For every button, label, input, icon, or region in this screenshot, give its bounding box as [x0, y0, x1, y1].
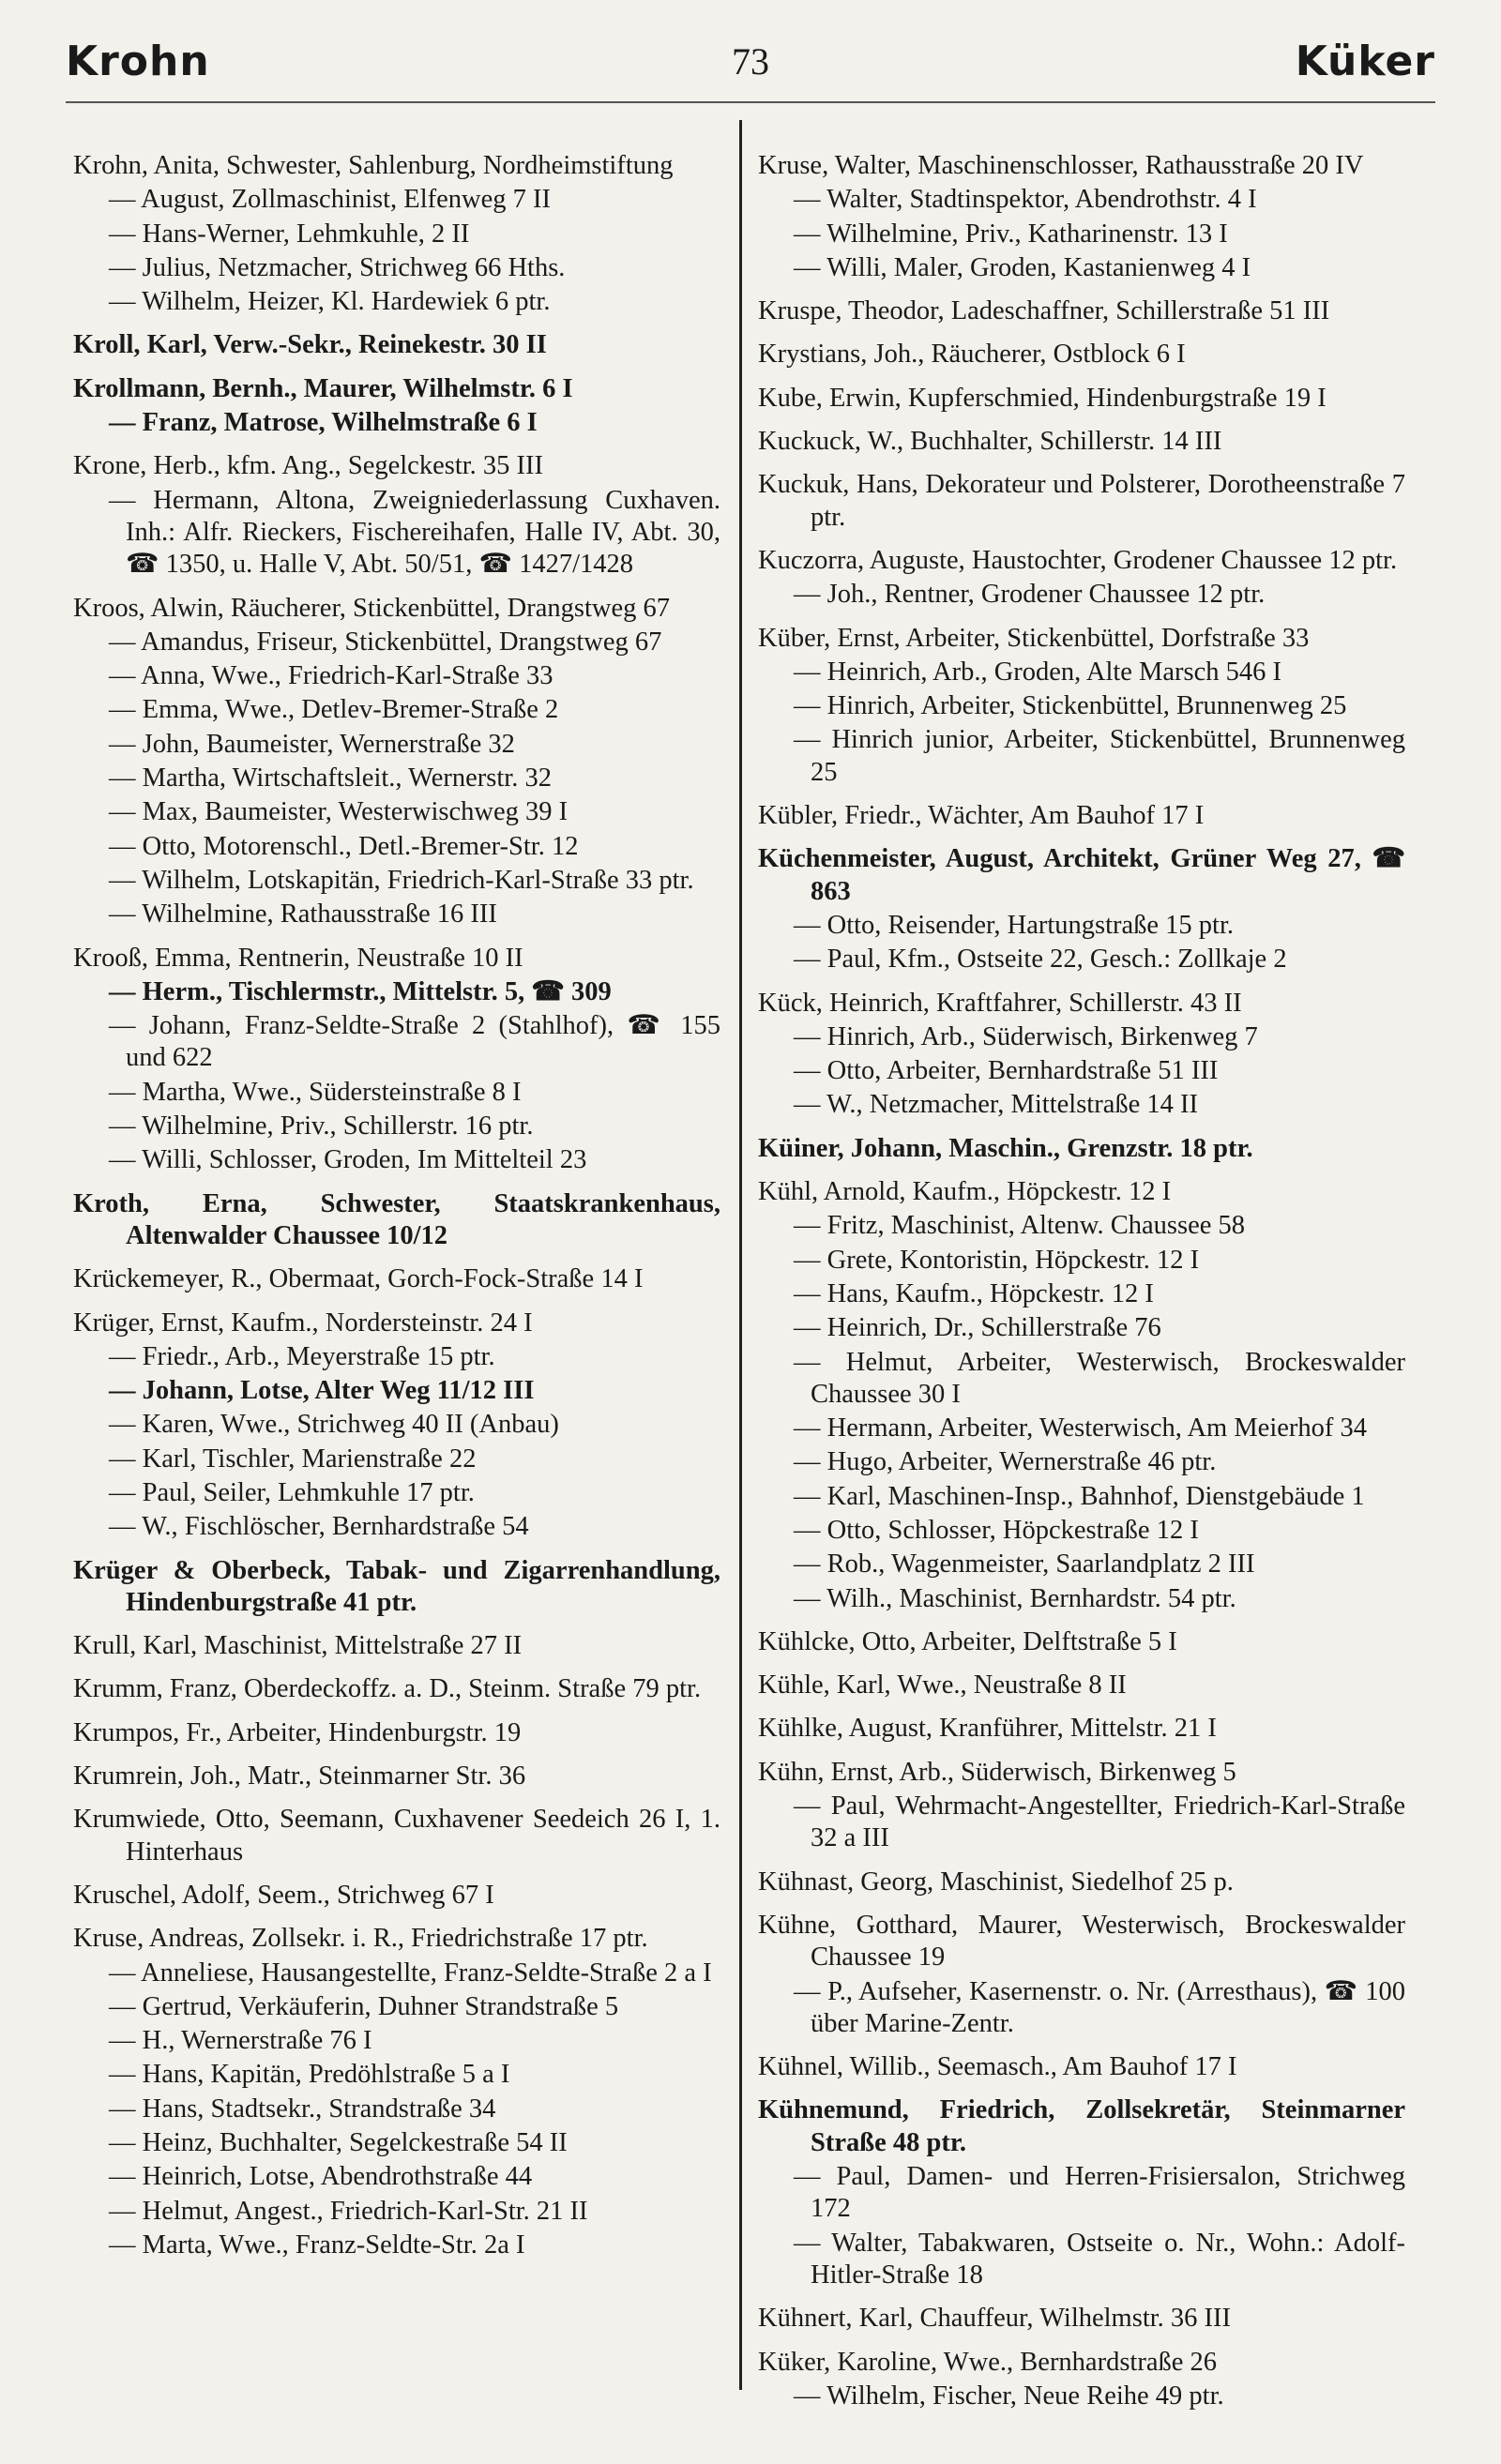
directory-entry: Krumpos, Fr., Arbeiter, Hindenburgstr. 19	[73, 1717, 522, 1747]
directory-entry: — Wilh., Maschinist, Bernhardstr. 54 ptr.	[794, 1583, 1236, 1613]
directory-entry: — Wilhelmine, Priv., Katharinenstr. 13 I	[794, 219, 1228, 249]
directory-entry: — Julius, Netzmacher, Strichweg 66 Hths.	[109, 252, 566, 282]
directory-entry: — Anneliese, Hausangestellte, Franz-Seldte-Straße 2 a I	[109, 1958, 712, 1988]
directory-entry: Kück, Heinrich, Kraftfahrer, Schillerstr. 43 II	[758, 988, 1242, 1018]
directory-entry: — Friedr., Arb., Meyerstraße 15 ptr.	[109, 1341, 495, 1371]
directory-entry: — Hans-Werner, Lehmkuhle, 2 II	[109, 219, 470, 249]
directory-entry: — Herm., Tischlermstr., Mittelstr. 5, ☎ 309	[109, 976, 612, 1006]
directory-entry: Krone, Herb., kfm. Ang., Segelckestr. 35 III	[73, 451, 544, 481]
directory-entry: Kube, Erwin, Kupferschmied, Hindenburgstraße 19 I	[758, 383, 1327, 413]
directory-entry: Kühn, Ernst, Arb., Süderwisch, Birkenweg 5	[758, 1757, 1236, 1787]
directory-entry: Kruse, Walter, Maschinenschlosser, Rathausstraße 20 IV	[758, 151, 1364, 180]
directory-entry: Krüger & Oberbeck, Tabak- und Zigarrenhandlung, Hindenburgstraße 41 ptr.	[73, 1555, 720, 1617]
directory-entry: Kühl, Arnold, Kaufm., Höpckestr. 12 I	[758, 1177, 1172, 1207]
directory-entry: — Heinrich, Arb., Groden, Alte Marsch 546 I	[794, 657, 1282, 687]
directory-entry: Kroth, Erna, Schwester, Staatskrankenhaus, Altenwalder Chaussee 10/12	[73, 1188, 720, 1250]
directory-entry: — Hermann, Altona, Zweigniederlassung Cuxhaven. Inh.: Alfr. Rieckers, Fischereihafen, Halle IV, Abt. 30, ☎ 1350, u. Halle V, Abt. 50/51, ☎ 1427/1428	[109, 485, 720, 580]
directory-entry: — Franz, Matrose, Wilhelmstraße 6 I	[109, 408, 538, 438]
directory-entry: Kroll, Karl, Verw.-Sekr., Reinekestr. 30 II	[73, 330, 547, 360]
directory-entry: Kuckuk, Hans, Dekorateur und Polsterer, Dorotheenstraße 7 ptr.	[758, 470, 1405, 532]
directory-entry: Krystians, Joh., Räucherer, Ostblock 6 I	[758, 340, 1186, 370]
directory-entry: Kühlke, August, Kranführer, Mittelstr. 21 I	[758, 1714, 1217, 1744]
directory-entry: — Hermann, Arbeiter, Westerwisch, Am Meierhof 34	[794, 1413, 1368, 1444]
directory-entry: — Karen, Wwe., Strichweg 40 II (Anbau)	[109, 1410, 559, 1440]
directory-entry: — August, Zollmaschinist, Elfenweg 7 II	[109, 185, 551, 215]
directory-entry: — Johann, Lotse, Alter Weg 11/12 III	[109, 1376, 535, 1406]
directory-entry: Kuckuck, W., Buchhalter, Schillerstr. 14 III	[758, 427, 1222, 457]
directory-entry: Krohn, Anita, Schwester, Sahlenburg, Nordheimstiftung	[73, 151, 674, 180]
directory-entry: — Wilhelmine, Priv., Schillerstr. 16 ptr.	[109, 1111, 534, 1141]
directory-entry: — Fritz, Maschinist, Altenw. Chaussee 58	[794, 1211, 1246, 1241]
directory-entry: Küchenmeister, August, Architekt, Grüner Weg 27, ☎ 863	[758, 844, 1405, 906]
directory-entry: — Otto, Motorenschl., Detl.-Bremer-Str. 12	[109, 831, 579, 861]
directory-entry: Krumm, Franz, Oberdeckoffz. a. D., Steinm. Straße 79 ptr.	[73, 1674, 702, 1704]
directory-entry: — Paul, Seiler, Lehmkuhle 17 ptr.	[109, 1477, 475, 1507]
directory-entry: — Johann, Franz-Seldte-Straße 2 (Stahlhof), ☎ 155 und 622	[109, 1011, 720, 1073]
directory-entry: — Wilhelm, Lotskapitän, Friedrich-Karl-Straße 33 ptr.	[109, 865, 694, 895]
directory-entry: — Heinrich, Dr., Schillerstraße 76	[794, 1313, 1161, 1343]
directory-entry: — Helmut, Arbeiter, Westerwisch, Brockeswalder Chaussee 30 I	[794, 1347, 1405, 1409]
directory-entry: — Walter, Tabakwaren, Ostseite o. Nr., Wohn.: Adolf-Hitler-Straße 18	[794, 2228, 1405, 2290]
directory-entry: Küker, Karoline, Wwe., Bernhardstraße 26	[758, 2347, 1217, 2377]
directory-entry: — Paul, Damen- und Herren-Frisiersalon, Strichweg 172	[794, 2162, 1405, 2224]
directory-entry: — Heinz, Buchhalter, Segelckestraße 54 II	[109, 2128, 568, 2158]
directory-entry: — Marta, Wwe., Franz-Seldte-Str. 2a I	[109, 2230, 525, 2260]
directory-entry: — Wilhelm, Fischer, Neue Reihe 49 ptr.	[794, 2381, 1224, 2411]
directory-entry: Krüger, Ernst, Kaufm., Nordersteinstr. 24 I	[73, 1308, 533, 1338]
directory-entry: Kruschel, Adolf, Seem., Strichweg 67 I	[73, 1880, 494, 1910]
directory-entry: — Karl, Tischler, Marienstraße 22	[109, 1444, 477, 1474]
directory-entry: — W., Fischlöscher, Bernhardstraße 54	[109, 1512, 529, 1542]
directory-entry: Kruspe, Theodor, Ladeschaffner, Schillerstraße 51 III	[758, 296, 1330, 326]
directory-entry: — Wilhelmine, Rathausstraße 16 III	[109, 899, 497, 930]
directory-entry: — Otto, Schlosser, Höpckestraße 12 I	[794, 1515, 1199, 1545]
directory-entry: — Anna, Wwe., Friedrich-Karl-Straße 33	[109, 661, 553, 691]
directory-entry: — Hugo, Arbeiter, Wernerstraße 46 ptr.	[794, 1447, 1217, 1477]
directory-entry: — Martha, Wirtschaftsleit., Wernerstr. 32	[109, 763, 552, 794]
header-last-entry: Küker	[1295, 38, 1435, 85]
directory-entry: Kühnast, Georg, Maschinist, Siedelhof 25 p.	[758, 1867, 1234, 1897]
directory-entry: — Hinrich junior, Arbeiter, Stickenbüttel, Brunnenweg 25	[794, 725, 1405, 787]
directory-entry: — Wilhelm, Heizer, Kl. Hardewiek 6 ptr.	[109, 287, 551, 317]
header-rule	[66, 101, 1435, 103]
directory-entry: Krumrein, Joh., Matr., Steinmarner Str. 36	[73, 1761, 526, 1791]
directory-entry: — W., Netzmacher, Mittelstraße 14 II	[794, 1090, 1198, 1120]
directory-entry: Krollmann, Bernh., Maurer, Wilhelmstr. 6 I	[73, 373, 573, 403]
directory-entry: — Rob., Wagenmeister, Saarlandplatz 2 III	[794, 1549, 1255, 1580]
directory-entry: — P., Aufseher, Kasernenstr. o. Nr. (Arresthaus), ☎ 100 über Marine-Zentr.	[794, 1976, 1405, 2038]
directory-entry: Kruse, Andreas, Zollsekr. i. R., Friedrichstraße 17 ptr.	[73, 1924, 648, 1954]
directory-entry: — Hans, Kapitän, Predöhlstraße 5 a I	[109, 2060, 510, 2090]
directory-entry: — Gertrud, Verkäuferin, Duhner Strandstraße 5	[109, 1991, 619, 2021]
directory-entry: — Joh., Rentner, Grodener Chaussee 12 ptr.	[794, 580, 1266, 610]
directory-entry: Kühnert, Karl, Chauffeur, Wilhelmstr. 36 III	[758, 2304, 1231, 2334]
directory-entry: — Hinrich, Arb., Süderwisch, Birkenweg 7	[794, 1021, 1258, 1051]
directory-entry: Kroos, Alwin, Räucherer, Stickenbüttel, Drangstweg 67	[73, 593, 671, 623]
directory-entry: — Emma, Wwe., Detlev-Bremer-Straße 2	[109, 695, 559, 725]
directory-entry: Kühlcke, Otto, Arbeiter, Delftstraße 5 I	[758, 1626, 1177, 1656]
directory-entry: — Otto, Arbeiter, Bernhardstraße 51 III	[794, 1056, 1219, 1086]
left-column	[73, 139, 720, 2263]
page-number: 73	[732, 40, 769, 83]
header-first-entry: Krohn	[66, 38, 210, 85]
directory-entry: — Walter, Stadtinspektor, Abendrothstr. 4 I	[794, 185, 1257, 215]
directory-entry: — Grete, Kontoristin, Höpckestr. 12 I	[794, 1245, 1200, 1275]
directory-entry: — Hans, Stadtsekr., Strandstraße 34	[109, 2094, 496, 2124]
page-header	[66, 38, 1435, 103]
directory-entry: Kuczorra, Auguste, Haustochter, Grodener Chaussee 12 ptr.	[758, 545, 1398, 575]
directory-entry: — Heinrich, Lotse, Abendrothstraße 44	[109, 2162, 533, 2192]
directory-entry: Krull, Karl, Maschinist, Mittelstraße 27 II	[73, 1631, 523, 1661]
directory-entry: — Willi, Schlosser, Groden, Im Mittelteil 23	[109, 1145, 587, 1175]
directory-entry: Krumwiede, Otto, Seemann, Cuxhavener Seedeich 26 I, 1. Hinterhaus	[73, 1805, 720, 1867]
directory-entry: — Hans, Kaufm., Höpckestr. 12 I	[794, 1278, 1154, 1308]
column-divider	[739, 120, 742, 2390]
directory-entry: — Amandus, Friseur, Stickenbüttel, Drangstweg 67	[109, 627, 662, 657]
directory-entry: Kühnemund, Friedrich, Zollsekretär, Steinmarner Straße 48 ptr.	[758, 2095, 1405, 2157]
directory-entry: Kühle, Karl, Wwe., Neustraße 8 II	[758, 1670, 1127, 1701]
directory-entry: Krooß, Emma, Rentnerin, Neustraße 10 II	[73, 943, 523, 973]
directory-entry: Küiner, Johann, Maschin., Grenzstr. 18 ptr.	[758, 1133, 1253, 1163]
right-column	[758, 139, 1405, 2414]
directory-entry: — John, Baumeister, Wernerstraße 32	[109, 729, 515, 759]
directory-entry: — Martha, Wwe., Südersteinstraße 8 I	[109, 1077, 522, 1107]
directory-entry: — Willi, Maler, Groden, Kastanienweg 4 I	[794, 252, 1251, 282]
directory-entry: — Helmut, Angest., Friedrich-Karl-Str. 21 II	[109, 2196, 588, 2226]
directory-entry: — Paul, Kfm., Ostseite 22, Gesch.: Zollkaje 2	[794, 945, 1287, 975]
directory-entry: — Otto, Reisender, Hartungstraße 15 ptr.	[794, 910, 1235, 940]
directory-entry: — Paul, Wehrmacht-Angestellter, Friedrich-Karl-Straße 32 a III	[794, 1791, 1405, 1853]
directory-entry: Kübler, Friedr., Wächter, Am Bauhof 17 I	[758, 801, 1205, 831]
directory-entry: — Karl, Maschinen-Insp., Bahnhof, Dienstgebäude 1	[794, 1481, 1365, 1511]
directory-entry: Kühnel, Willib., Seemasch., Am Bauhof 17 I	[758, 2052, 1237, 2082]
directory-entry: — Hinrich, Arbeiter, Stickenbüttel, Brunnenweg 25	[794, 691, 1347, 721]
directory-entry: Kühne, Gotthard, Maurer, Westerwisch, Brockeswalder Chaussee 19	[758, 1910, 1405, 1973]
directory-entry: Krückemeyer, R., Obermaat, Gorch-Fock-Straße 14 I	[73, 1264, 644, 1294]
directory-entry: — H., Wernerstraße 76 I	[109, 2026, 372, 2056]
directory-entry: Küber, Ernst, Arbeiter, Stickenbüttel, Dorfstraße 33	[758, 623, 1310, 653]
directory-entry: — Max, Baumeister, Westerwischweg 39 I	[109, 797, 569, 827]
